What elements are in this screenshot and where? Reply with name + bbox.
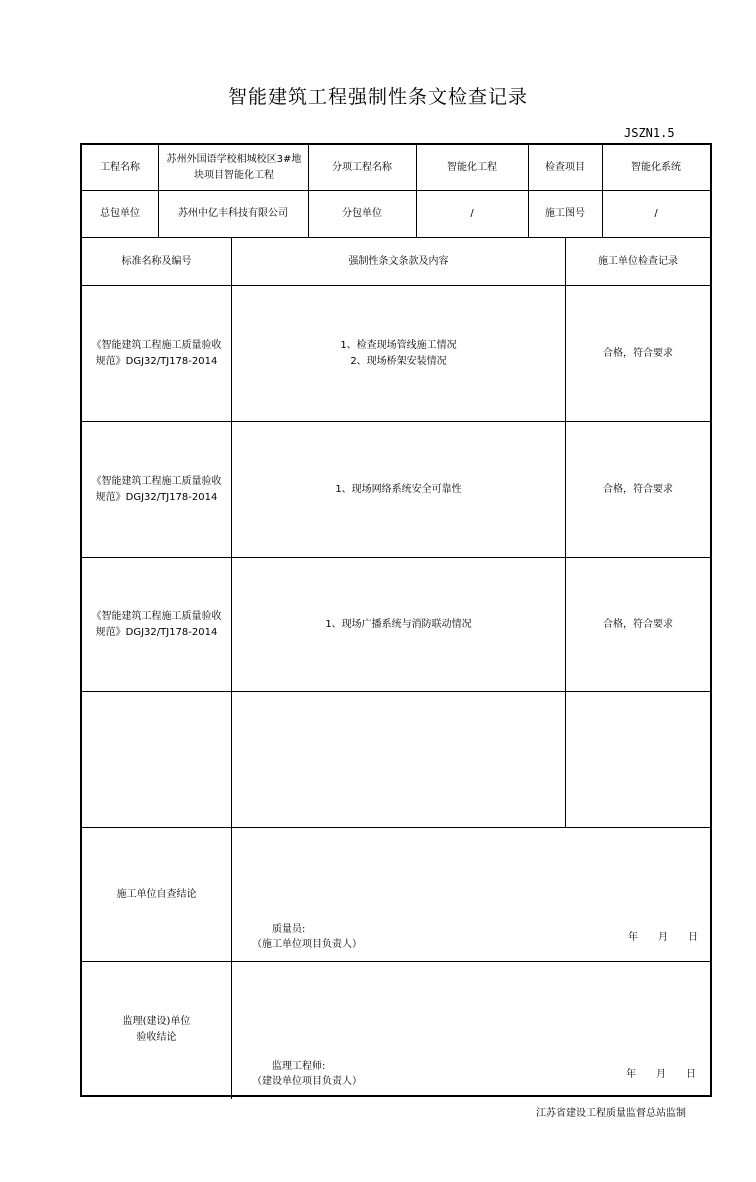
subproject-value: 智能化工程 (447, 161, 497, 173)
table-row-standard (82, 692, 231, 827)
self-check-signer: 质量员: (272, 924, 306, 935)
self-check-date: 年 月 日 (628, 932, 698, 943)
table-row-standard: 《智能建筑工程施工质量验收规范》DGJ32/TJ178-2014 (91, 339, 222, 367)
inspection-item-value: 智能化系统 (631, 161, 681, 173)
subcontractor-label: 分包单位 (342, 208, 382, 219)
inspection-table (80, 143, 712, 1097)
column-header-record: 施工单位检查记录 (598, 255, 678, 267)
table-row-record: 合格，符合要求 (603, 618, 673, 630)
subcontractor-value: / (470, 208, 474, 219)
contractor-label: 总包单位 (100, 208, 140, 219)
table-row-content (232, 422, 565, 557)
contractor-value: 苏州中亿丰科技有限公司 (178, 208, 288, 219)
column-header-content: 强制性条文条款及内容 (348, 255, 449, 267)
drawing-no-label: 施工图号 (545, 208, 585, 219)
column-header-standard: 标准名称及编号 (121, 255, 192, 267)
supervision-label-line: 验收结论 (136, 1031, 177, 1043)
table-row-record: 合格，符合要求 (603, 483, 673, 495)
content-line: 2、现场桥架安装情况 (350, 355, 447, 367)
footer-issuer: 江苏省建设工程质量监督总站监制 (536, 1108, 686, 1119)
content-line: 1、现场网络系统安全可靠性 (335, 483, 462, 495)
content-line: 1、现场广播系统与消防联动情况 (325, 618, 472, 630)
drawing-no-value: / (654, 208, 658, 219)
supervision-date: 年 月 日 (626, 1069, 696, 1080)
project-name-label: 工程名称 (100, 161, 140, 173)
subproject-label: 分项工程名称 (332, 161, 392, 173)
table-row-record: 合格，符合要求 (603, 347, 673, 359)
project-name-value: 苏州外国语学校相城校区3#地块项目智能化工程 (166, 153, 302, 181)
content-line: 1、检查现场管线施工情况 (340, 339, 457, 351)
self-check-label: 施工单位自查结论 (116, 888, 197, 900)
table-row-content (232, 558, 565, 691)
supervision-signer: 监理工程师: (272, 1061, 326, 1072)
page-title: 智能建筑工程强制性条文检查记录 (227, 86, 528, 108)
supervision-signer-role: （建设单位项目负责人） (252, 1076, 362, 1087)
form-code: JSZN1.5 (624, 126, 675, 140)
table-row-standard: 《智能建筑工程施工质量验收规范》DGJ32/TJ178-2014 (91, 610, 222, 638)
inspection-item-label: 检查项目 (545, 161, 585, 173)
table-row-standard: 《智能建筑工程施工质量验收规范》DGJ32/TJ178-2014 (91, 475, 222, 503)
table-row-record (566, 692, 710, 827)
table-row-content (232, 286, 565, 421)
self-check-signer-role: （施工单位项目负责人） (252, 939, 362, 950)
table-row-content (232, 692, 565, 827)
supervision-label-line: 监理(建设)单位 (122, 1015, 191, 1027)
supervision-label (82, 962, 231, 1097)
